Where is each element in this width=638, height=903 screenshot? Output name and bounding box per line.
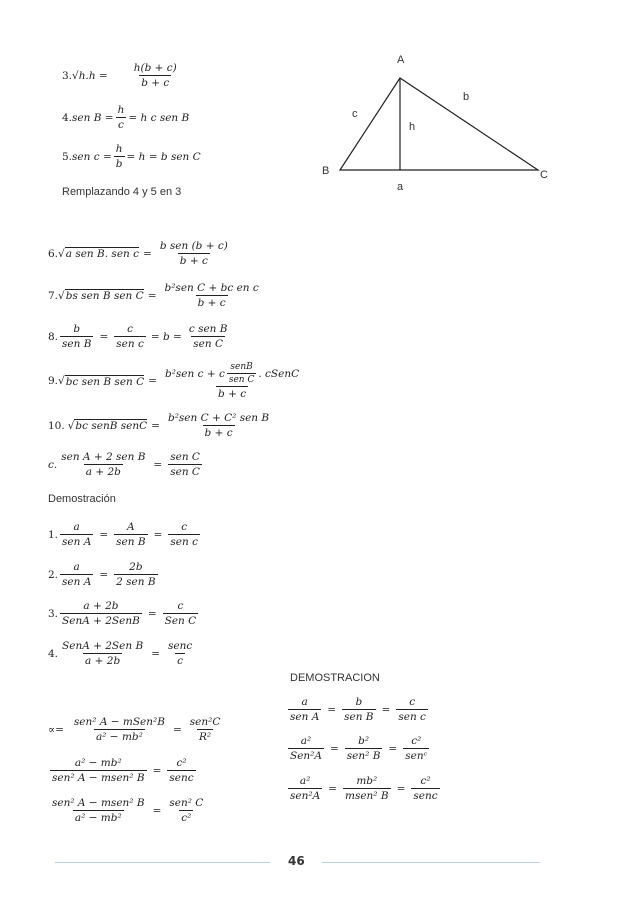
denominator: sen A — [62, 576, 92, 588]
equals: = — [99, 330, 109, 343]
radicand: bc senB senC — [75, 420, 148, 432]
equals: = — [329, 742, 339, 755]
fraction — [59, 451, 147, 478]
fraction — [345, 735, 383, 762]
equation-7 — [48, 282, 263, 309]
page-number: 46 — [288, 854, 305, 868]
denominator: b + c — [179, 255, 208, 267]
denominator: sen² A − msen² B — [52, 772, 145, 784]
fraction — [288, 696, 321, 723]
equation-c — [48, 451, 204, 478]
fraction — [188, 716, 223, 743]
numerator: c² — [411, 735, 422, 747]
numerator: c² — [420, 775, 431, 787]
denominator: sen C — [228, 375, 255, 385]
denominator: c — [118, 119, 124, 131]
numerator: senc — [167, 640, 193, 652]
numerator: c — [181, 521, 188, 533]
sqrt-sign: √ — [58, 375, 65, 387]
equals: = — [148, 375, 157, 387]
equation-4 — [62, 104, 189, 131]
numerator: h(b + c) — [133, 62, 177, 74]
eq-number: c. — [48, 458, 58, 471]
fraction — [343, 775, 391, 802]
left-eq-2 — [48, 757, 198, 784]
sqrt-sign: √ — [58, 247, 65, 260]
numerator: c² — [176, 757, 187, 769]
equals: = — [99, 528, 109, 541]
numerator-part: . cSenC — [258, 367, 300, 380]
fraction — [411, 775, 439, 802]
fraction — [342, 696, 375, 723]
numerator: a — [73, 561, 80, 573]
denominator: sen A — [290, 711, 320, 723]
fraction — [163, 282, 261, 309]
eq-rhs: = h = b sen C — [126, 150, 201, 163]
numerator: 2b — [129, 561, 143, 573]
eq-number: 7. — [48, 289, 59, 302]
denominator: sen C — [193, 338, 224, 350]
equals: = — [388, 742, 398, 755]
demostracion-caps-heading: DEMOSTRACION — [290, 672, 380, 684]
demo-step-2 — [48, 561, 160, 588]
fraction — [167, 757, 195, 784]
denominator: sen B — [344, 711, 374, 723]
equals: = — [381, 703, 391, 716]
equation-8 — [48, 323, 232, 350]
fraction — [403, 735, 429, 762]
denominator: senc — [413, 790, 438, 802]
eq-lhs: √h.h = — [72, 69, 108, 82]
fraction — [168, 521, 200, 548]
denominator: a + 2b — [85, 655, 121, 667]
equals: = — [152, 764, 162, 777]
numerator: b — [73, 323, 81, 335]
numerator: a² − mb² — [74, 757, 122, 769]
denominator: Sen²A — [290, 750, 322, 762]
eq-rhs: = h c sen B — [128, 111, 190, 124]
fraction — [60, 323, 93, 350]
numerator: sen² A − mSen²B — [73, 716, 165, 728]
fraction — [187, 323, 230, 350]
eq-number: 4. — [48, 647, 59, 660]
fraction — [396, 696, 428, 723]
denominator: c — [177, 655, 184, 667]
numerator: a² — [299, 775, 311, 787]
numerator: b²sen C + C² sen B — [167, 412, 270, 424]
eq-number: 3. — [48, 607, 59, 620]
denominator: senᶜ — [405, 750, 428, 762]
fraction — [60, 521, 93, 548]
demo-step-3 — [48, 600, 200, 627]
numerator: A — [127, 521, 135, 533]
numerator: sen² A − msen² B — [52, 797, 145, 809]
numerator: sen² C — [169, 797, 204, 809]
right-eq-3 — [286, 775, 442, 802]
equals: = — [152, 804, 162, 817]
equation-5 — [62, 143, 201, 170]
numerator: a² — [300, 735, 312, 747]
numerator: b sen (b + c) — [159, 240, 228, 252]
eq-number: 3. — [62, 69, 73, 82]
eq-lhs: sen c = — [72, 150, 112, 163]
equals: = — [328, 782, 337, 795]
fraction — [114, 561, 157, 588]
fraction — [50, 757, 147, 784]
denominator: sen c — [398, 711, 426, 723]
label-b: b — [463, 91, 470, 103]
radicand: a sen B. sen c — [65, 248, 140, 260]
numerator: c — [127, 323, 133, 335]
fraction — [60, 600, 142, 627]
eq-number: 6. — [48, 247, 59, 260]
denominator: c² — [181, 812, 192, 824]
fraction — [116, 104, 127, 131]
denominator: sen²A — [290, 790, 321, 802]
footer-line-right — [322, 862, 540, 863]
denominator: sen C — [170, 466, 200, 478]
sqrt-sign: √ — [58, 289, 65, 302]
denominator: SenA + 2SenB — [62, 615, 140, 627]
denominator: b + c — [141, 77, 170, 89]
eq-number: 5. — [62, 150, 73, 163]
equals: = — [143, 247, 152, 260]
inner-fraction — [227, 362, 257, 385]
footer-line-left — [55, 862, 270, 863]
equation-10 — [48, 412, 273, 439]
denominator: sen A — [62, 536, 92, 548]
numerator-part: b²sen c + c — [164, 367, 225, 380]
triangle-shape — [340, 78, 538, 170]
demo-step-1 — [48, 521, 202, 548]
denominator: Sen C — [164, 615, 197, 627]
eq-middle: = b = — [150, 330, 182, 343]
fraction — [166, 412, 271, 439]
numerator — [163, 362, 301, 386]
denominator: sen c — [116, 338, 144, 350]
eq-number: 4. — [62, 111, 73, 124]
eq-number: 10. — [48, 419, 65, 432]
radicand: bc sen B sen C — [65, 375, 145, 388]
eq-lhs: sen B = — [72, 111, 114, 124]
equals: = — [151, 419, 160, 432]
fraction — [60, 561, 93, 588]
equals: = — [147, 607, 157, 620]
equation-9 — [48, 362, 303, 400]
equals: = — [153, 528, 163, 541]
denominator: sen B — [116, 536, 146, 548]
right-eq-1 — [286, 696, 430, 723]
numerator: a + 2b — [83, 600, 119, 612]
fraction — [163, 600, 199, 627]
fraction — [114, 323, 146, 350]
numerator: SenA + 2Sen B — [62, 640, 144, 652]
denominator: b + c — [197, 297, 226, 309]
numerator: h — [117, 104, 125, 116]
equals: = — [153, 458, 163, 471]
numerator: c — [177, 600, 184, 612]
demostracion-heading: Demostración — [48, 493, 116, 505]
numerator: senB — [230, 362, 253, 372]
demo-step-4 — [48, 640, 196, 667]
triangle-diagram — [310, 45, 560, 195]
equals: = — [396, 782, 406, 795]
left-eq-3 — [48, 797, 207, 824]
sqrt-sign: √ — [67, 419, 75, 432]
fraction — [50, 797, 147, 824]
denominator: msen² B — [344, 790, 389, 802]
denominator: sen² B — [346, 750, 381, 762]
radicand: bs sen B sen C — [65, 290, 144, 302]
numerator: mb² — [356, 775, 378, 787]
label-c: c — [352, 108, 358, 120]
numerator: sen C — [170, 451, 200, 463]
numerator: b² — [358, 735, 370, 747]
eq-number: 2. — [48, 568, 59, 581]
fraction — [114, 521, 147, 548]
fraction — [158, 240, 230, 267]
denominator: b — [115, 158, 123, 170]
fraction — [132, 62, 179, 89]
denominator: b + c — [218, 388, 247, 400]
fraction — [288, 735, 324, 762]
right-eq-2 — [286, 735, 431, 762]
numerator: a — [73, 521, 80, 533]
numerator: c — [409, 696, 416, 708]
label-B: B — [322, 165, 330, 177]
eq-number: 9. — [48, 375, 59, 387]
numerator: h — [115, 143, 123, 155]
numerator: b²sen C + bc en c — [164, 282, 259, 294]
denominator: 2 sen B — [116, 576, 156, 588]
denominator: a² − mb² — [96, 731, 143, 743]
denominator: R² — [198, 731, 212, 743]
fraction — [163, 362, 301, 400]
label-a: a — [397, 181, 404, 193]
denominator: a + 2b — [85, 466, 121, 478]
fraction — [114, 143, 125, 170]
label-C: C — [540, 169, 548, 181]
eq-number: 8. — [48, 330, 59, 343]
numerator: sen²C — [189, 716, 221, 728]
equals: = — [327, 703, 337, 716]
fraction — [168, 451, 202, 478]
left-eq-1 — [48, 716, 224, 743]
eq-lhs: ∝= — [48, 723, 64, 736]
fraction — [72, 716, 167, 743]
equals: = — [147, 289, 157, 302]
fraction — [166, 640, 194, 667]
fraction — [288, 775, 322, 802]
denominator: sen c — [170, 536, 198, 548]
equation-6 — [48, 240, 232, 267]
numerator: a — [301, 696, 308, 708]
denominator: b + c — [204, 427, 233, 439]
equation-3 — [62, 62, 181, 89]
label-A: A — [397, 54, 405, 66]
numerator: c sen B — [188, 323, 228, 335]
numerator: b — [355, 696, 363, 708]
eq-number: 1. — [48, 528, 59, 541]
remplazando-text: Remplazando 4 y 5 en 3 — [62, 186, 182, 198]
denominator: a² − mb² — [74, 812, 122, 824]
denominator: sen B — [62, 338, 92, 350]
fraction — [167, 797, 205, 824]
equals: = — [172, 723, 182, 736]
equals: = — [151, 647, 160, 660]
numerator: sen A + 2 sen B — [61, 451, 146, 463]
label-h: h — [409, 121, 416, 133]
fraction — [60, 640, 145, 667]
equals: = — [99, 568, 109, 581]
denominator: senc — [169, 772, 194, 784]
